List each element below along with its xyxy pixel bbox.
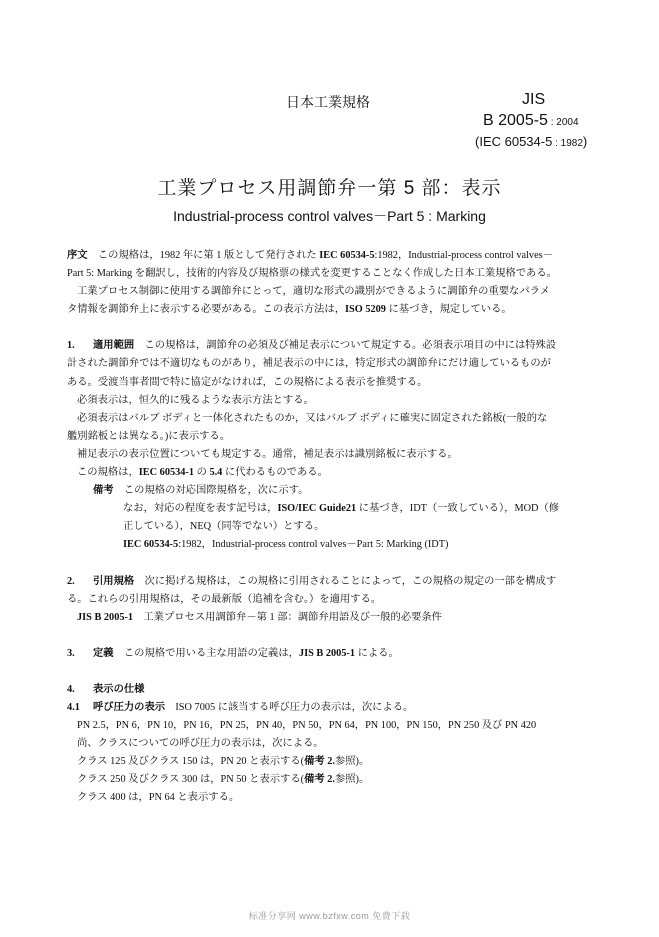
remark-text: :1982，Industrial-process control valves－Part 5: Marking (IDT) [178, 539, 449, 551]
iec-reference [475, 134, 587, 149]
class-text: 参照)。 [334, 774, 370, 786]
title-japanese: 工業プロセス用調節弁一第 5 部：表示 [157, 178, 502, 199]
section-3-heading: 定義 [93, 647, 114, 659]
section-1-text: の [194, 467, 210, 479]
spacer [67, 319, 607, 337]
foreword-ref: IEC 60534-5 [319, 250, 375, 261]
section-2-number: 2. [67, 575, 75, 587]
subsection-text: ISO 7005 に該当する呼び圧力の表示は，次による。 [165, 701, 414, 713]
guide21-ref: ISO/IEC Guide21 [277, 503, 357, 515]
foreword-text: に基づき，規定している。 [385, 304, 512, 316]
iec-60534-5-ref: IEC 60534-5 [123, 539, 179, 551]
remark-2-ref: 備考 2. [304, 774, 335, 786]
section-3-text: による。 [355, 647, 399, 659]
jis-b2005-1-ref: JIS B 2005-1 [77, 611, 134, 623]
section-4-heading-line [67, 681, 607, 699]
class-text: クラス 250 及びクラス 300 は，PN 50 と表示する( [77, 774, 305, 786]
section-2-ref-line [67, 609, 607, 627]
section-4-heading: 表示の仕様 [93, 683, 145, 695]
section-1-line-3: ある。受渡当事者間で特に協定がなければ，この規格による表示を推奨する。 [67, 376, 428, 388]
section-1-text: この規格は，調節弁の必須及び補足表示について規定する。必須表示項目の中には特殊設 [134, 340, 557, 352]
section-2-text: 次に掲げる規格は，この規格に引用されることによって，この規格の規定の一部を構成す [134, 575, 557, 587]
remark-line-1 [67, 482, 607, 500]
remark-2-ref: 備考 2. [304, 756, 335, 768]
section-4-number: 4. [67, 683, 75, 695]
standard-number [483, 112, 579, 130]
section-1-line-8 [67, 464, 607, 482]
section-2-line-1 [67, 573, 607, 591]
remark-line-3: 正している），NEQ（同等でない）とする。 [123, 521, 325, 533]
section-1-text: この規格は， [77, 467, 139, 479]
section-1-line-2: 計された調節弁では不適切なものがあり，補足表示の中には，特定形式の調節弁にだけ適しているものが [67, 358, 551, 370]
iec-year: : 1982 [552, 138, 583, 149]
clause-ref: 5.4 [209, 467, 223, 479]
standard-name: 日本工業規格 [286, 94, 370, 110]
section-1-text: に代わるものである。 [222, 467, 328, 479]
foreword-iso-ref: ISO 5209 [345, 304, 386, 316]
class-intro-line: 尚、クラスについての呼び圧力の表示は，次による。 [77, 738, 324, 750]
subsection-4-1-number: 4.1 [67, 701, 80, 713]
iec-60534-1-ref: IEC 60534-1 [138, 467, 194, 479]
class-125-150-line [67, 753, 607, 771]
standard-number-main: B 2005-5 [483, 112, 548, 129]
foreword-text: この規格は，1982 年に第 1 版として発行された [97, 250, 320, 261]
foreword-line-3: 工業プロセス制御に使用する調節弁にとって，適切な形式の識別ができるように調節弁の重要なパラメ [77, 286, 550, 298]
remark-label: 備考 [93, 485, 114, 497]
section-1-line-5: 必須表示はバルブ ボディと一体化されたものか，又はバルブ ボディに確実に固定された銘板(一般的な [77, 412, 548, 424]
class-250-300-line [67, 771, 607, 789]
spacer [67, 627, 607, 645]
section-3-number: 3. [67, 647, 75, 659]
iec-close: ) [582, 134, 588, 149]
section-1-line-1 [67, 337, 607, 355]
section-1-heading: 適用範囲 [93, 340, 135, 352]
iec-number: (IEC 60534-5 [475, 134, 553, 149]
foreword-text: :1982，Industrial-process control valves－ [374, 250, 553, 261]
remark-text: この規格の対応国際規格を，次に示す。 [113, 485, 309, 497]
foreword-label: 序文 [67, 250, 88, 261]
subsection-4-1-line [67, 699, 607, 717]
foreword-line-1 [67, 247, 607, 265]
spacer [67, 555, 607, 573]
title-english: Industrial-process control valves－Part 5 : Marking [173, 208, 486, 224]
section-1-line-7: 補足表示の表示位置についても規定する。通常，補足表示は識別銘板に表示する。 [77, 448, 458, 460]
remark-text: なお，対応の程度を表す記号は， [123, 503, 278, 515]
spacer [67, 663, 607, 681]
ref-title: 工業プロセス用調節弁－第 1 部：調節弁用語及び一般的必要条件 [133, 611, 442, 623]
remark-text: に基づき，IDT（一致している），MOD（修 [356, 503, 560, 515]
remark-line-2 [67, 500, 607, 518]
section-1-number: 1. [67, 340, 75, 352]
section-2-line-2: る。これらの引用規格は，その最新版（追補を含む。）を適用する。 [67, 593, 382, 605]
pn-list-line: PN 2.5，PN 6，PN 10，PN 16，PN 25，PN 40，PN 50，PN 64，PN 100，PN 150，PN 250 及び PN 420 [77, 720, 537, 732]
class-400-line: クラス 400 は，PN 64 と表示する。 [77, 792, 240, 804]
section-1-line-4: 必須表示は，恒久的に残るような表示方法とする。 [77, 394, 314, 406]
section-2-heading: 引用規格 [93, 575, 135, 587]
standard-year: : 2004 [547, 117, 579, 128]
jis-ref: JIS B 2005-1 [298, 647, 356, 659]
section-1-line-6: 艦別銘板とは異なる。)に表示する。 [67, 430, 231, 442]
remark-line-4 [67, 536, 607, 554]
document-body [67, 247, 607, 808]
class-text: クラス 125 及びクラス 150 は，PN 20 と表示する( [77, 756, 305, 768]
section-3-line-1 [67, 645, 607, 663]
class-text: 参照)。 [334, 756, 370, 768]
jis-label: JIS [522, 91, 546, 108]
foreword-line-4 [67, 301, 607, 319]
foreword-line-2: Part 5: Marking を翻訳し，技術的内容及び規格票の様式を変更することなく作成した日本工業規格である。 [67, 268, 557, 280]
foreword-text: タ情報を調節弁上に表示する必要がある。この表示方法は， [67, 304, 346, 316]
section-3-text: この規格で用いる主な用語の定義は， [113, 647, 299, 659]
footer-watermark: 标准分享网 www.bzfxw.com 免费下载 [248, 911, 411, 921]
subsection-4-1-heading: 呼び圧力の表示 [93, 701, 166, 713]
